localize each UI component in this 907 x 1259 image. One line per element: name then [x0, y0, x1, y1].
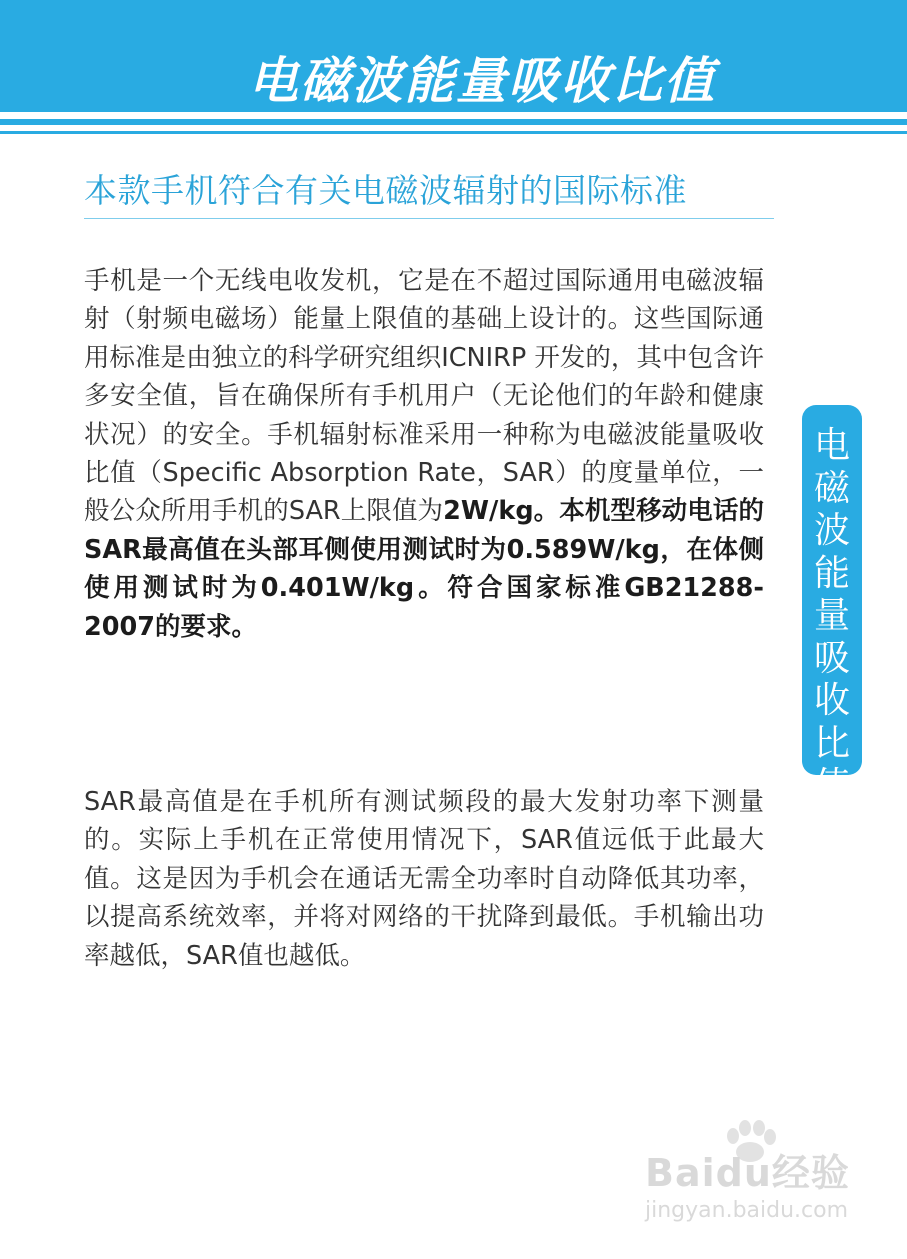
paragraph-text: 手机是一个无线电收发机，它是在不超过国际通用电磁波辐射（射频电磁场）能量上限值的基础上设计的。这些国际通用标准是由独立的科学研究组织ICNIRP 开发的，其中包含许多安全值，旨在确保所有手机用户（无论他们的年龄和健康状况）的安全。手机辐射标准采用一种称为电磁波能量吸收比值（Specific Absorption Rate，SAR）的度量单位，一般公众所用手机的SAR上限值为: [84, 266, 764, 527]
side-tab: [802, 405, 862, 806]
header-rule-thin: [0, 131, 907, 134]
header-rule-thick: [0, 119, 907, 125]
section-heading: 本款手机符合有关电磁波辐射的国际标准: [84, 171, 687, 210]
paragraph-emphasis: 2W/kg。本机型移动电话的SAR最高值在头部耳侧使用测试时为0.589W/kg，在体侧使用测试时为0.401W/kg。符合国家标准GB21288-2007的要求。: [84, 496, 764, 642]
paragraph-sar-explanation: SAR最高值是在手机所有测试频段的最大发射功率下测量的。实际上手机在正常使用情况下，SAR值远低于此最大值。这是因为手机会在通话无需全功率时自动降低其功率，以提高系统效率，并将对网络的干扰降到最低。手机输出功率越低，SAR值也越低。: [84, 787, 764, 971]
watermark-brand: Baidu经验: [645, 1151, 850, 1195]
page-title: 电磁波能量吸收比值: [248, 52, 716, 110]
watermark-url: jingyan.baidu.com: [645, 1198, 849, 1223]
watermark: [645, 1120, 875, 1230]
side-tab-label: 电磁波能量吸收比值: [813, 425, 850, 806]
paragraph-sar-standard: [84, 262, 764, 646]
heading-underline: [84, 218, 774, 219]
